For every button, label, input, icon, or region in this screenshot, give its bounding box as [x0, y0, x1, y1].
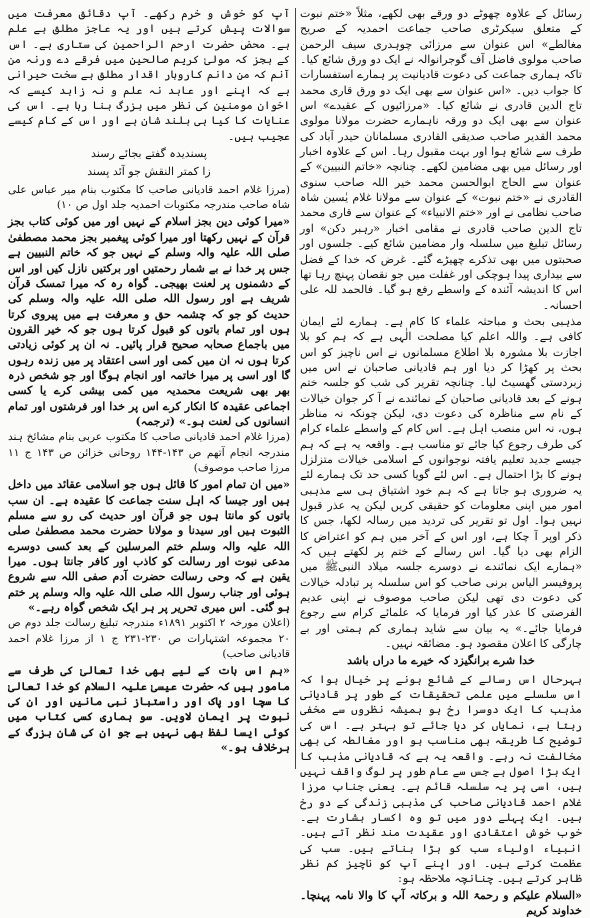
- quote: «ہم اس بات کے لیے بھی خدا تعالیٰ کی طرف سے مامور ہیں کہ حضرت عیسیٰ علیہ السلام کو خدا تعالیٰ کا سچا اور پاک اور راستباز نبی مانیں اور ان کی نبوت پر ایمان لاویں۔ سو ہماری کسی کتاب میں کوئی ایسا لفظ بھی نہیں ہے جو ان کی شان بزرگ کے برخلاف ہو۔»: [8, 664, 290, 755]
- quote: «میں ان تمام امور کا قائل ہوں جو اسلامی عقائد میں داخل ہیں اور جیسا کہ اہل سنت جماعت کا عقیدہ ہے۔ ان سب باتوں کو مانتا ہوں جو قرآن اور حدیث کی رو سے مسلم الثبوت ہیں اور سیدنا و مولانا حضرت محمد مصطفیٰ صلی اللہ علیہ والہ وسلم ختم المرسلین کے بعد کسی دوسرے مدعی نبوت اور رسالت کو کاذب اور کافر جانتا ہوں۔ میرا یقین ہے کہ وحی رسالت حضرت آدم صفی اللہ سے شروع ہوئی اور جناب رسول اللہ صلی اللہ علیہ والہ وسلم پر ختم ہو گئی۔ اس میری تحریر پر ہر ایک شخص گواہ رہے۔»: [8, 478, 290, 615]
- paragraph: مذہبی بحث و مباحثہ علماء کا کام ہے۔ ہمارے لئے ایمان کافی ہے۔ واللہ اعلم کیا مصلحت الٰہی ہے کہ ہم کو بلا اجازت بلا مشورہ بلا اطلاع مسلمانوں نے اس ناچیز کو اس بحث پر کھڑا کر دیا اور ہم قادیانی صاحبان نے اس میں زبردستی گھسیٹ لیا۔ چنانچہ تقریر کی شب کو جلسہ ختم ہونے کے بعد قادیانی صاحبان کے نمائندے نے آ کر جوان خیالات کے نام سے مناظرہ کی دعوت دی، لیکن چونکہ نہ مناظر ہوں، نہ اس منصب اہل ہے۔ اس کام کے واسطے علماء کرام کی طرف رجوع کیا جائے تو مناسب ہے۔ واقعہ یہ ہے کہ ہم جیسے جدید تعلیم یافتہ نوجوانوں کے اسلامی خیالات متزلزل ہونے کا بڑا احتمال ہے۔ اس لئے گویا کسی حد تک ہمارے لئے یہ ضروری ہو جاتا ہے کہ ہم خود اشتیاق ہی سے مذہبی امور میں اپنی معلومات کو حقیقی کریں لیکن یہ عذر قبول نہیں ہوا۔ اول تو تقریر کی تردید میں رسالہ لکھا، جس کا ذکر اوپر آ چکا ہے، اور اس کے آخر میں ہم کو اعتراض کا الزام بھی دیا گیا۔ اس رسالے کے ختم پر لکھتے ہیں کہ «ہمارے ایک نمائندے نے دوسرے جلسہ میلاد النبیﷺ میں پروفیسر الیاس برنی صاحب کو اس سلسلہ پر تبادلہ خیالات کی دعوت دی تھی لیکن صاحب موصوف نے اپنی عدیم الفرصتی کا عذر کیا اور فرمایا کہ علمائے کرام سے رجوع فرمایا جائے۔» یہ بیان سے شاید ہماری کم ہمتی اور بے چارگی کا اعلان مقصود ہو۔ مضائقہ نہیں۔: [300, 314, 582, 651]
- left-column: [8, 6, 290, 771]
- column-divider: [295, 8, 296, 769]
- paragraph: بہرحال اس رسالے کے شائع ہونے پر خیال ہوا کہ اس سلسلے میں علمی تحقیقات کے طور پر قادیانی مذہب کا ایک دوسرا رخ ہو ہمیشہ نظروں سے مخفی رہتا ہے، نمایاں کر دیا جائے تو بہتر ہے۔ اس کی توضیح کا طریقہ بھی مناسب ہو اور مغالطہ کی بھی مخالفت نہ رہے۔ واقعہ یہ ہے کہ قادیانی مذہب کا ایک بڑا اصول ہے جس سے عام طور پر لوگ واقف نہیں ہیں، اسی پر یہ سلسلہ قائم ہے۔ یعنی جناب مرزا غلام احمد قادیانی صاحب کی مذہبی زندگی کے دو رخ ہیں۔ ایک پہلے دور میں تو وہ اکسار بشارت ہے۔ خوب خوش اعتقادی اور عقیدت مند نظر آتے ہیں۔ انبیاء اولیاء سب کو بڑا بناتے ہیں۔ سب کی عظمت کرتے ہیں۔ اور اپنے آپ کو ناچیز کم نظر ظاہر کرتے ہیں۔ چنانچہ ملاحظہ ہو:: [300, 672, 582, 886]
- quote: «میرا کوئی دین بجز اسلام کے نہیں اور میں کوئی کتاب بجز قرآن کے نہیں رکھتا اور میرا کوئی پیغمبر بجز محمد مصطفیٰ صلی اللہ علیہ والہ وسلم کے نہیں جو کہ خاتم النبیین ہے جس پر خدا نے بے شمار رحمتیں اور برکتیں نازل کیں اور اس کے دشمنوں پر لعنت بھیجی۔ گواہ رہ کہ میرا تمسک قرآن شریف ہے اور رسول اللہ صلی اللہ علیہ والہ وسلم کی حدیث کو جو کہ چشمہ حق و معرفت ہے میں پیروی کرتا ہوں اور تمام باتوں کو قبول کرتا ہوں جو کہ خیر القرون میں باجماع صحابہ صحیح قرار پائیں۔ نہ ان پر کوئی زیادتی کرتا ہوں نہ ان میں کمی اور اسی اعتقاد پر میں زندہ رہوں گا اور اسی پر میرا خاتمہ اور انجام ہوگا اور جو شخص ذرہ بھر بھی شریعت محمدیہ میں کمی بیشی کرے یا کسی اجماعی عقیدہ کا انکار کرے اس پر خدا اور فرشتوں اور تمام انسانوں کی لعنت ہو۔» (ترجمہ): [8, 215, 290, 428]
- quote-start: «السلام علیکم و رحمۃ اللہ و برکاتہ آپ کا والا نامہ پہنچا۔ خداوند کریم: [300, 888, 582, 917]
- right-column: [300, 6, 582, 917]
- couplet-line: زا کمتر النقش جو آئد پسند: [87, 165, 211, 179]
- reference: (مرزا غلام احمد قادیانی صاحب کا مکتوب عربی بنام مشائخ ہند مندرجہ انجام آتھم ص ۱۴۳-۱۴۴ روحانی خزائن ص ۱۴۳ ج ۱۱ مرزا صاحب موصوف): [8, 431, 290, 474]
- paragraph: آپ کو خوش و خرم رکھے۔ آپ دقائق معرفت میں سوالات پیش کرتے ہیں اور یہ عاجز مطلق بے علم ہے۔ محض حضرت ارحم الراحمین کی ستاری ہے۔ اس کے بجز کہ مولیٰ کریم صالحین میں فرقے دے ورنہ من آنم کہ من دانم کاروبار اقدار مطلق ہے سخت حیرانی ہے کہ اپنے اور عابد نہ علم و نہ زاہد کیسے کہ اخوان مومنین کی نظر میں بزرگ بنا رہا ہے۔ اس کی عنایات کا کیا ہی بلند شان ہے اور اس کے کام کیسے عجیب ہیں۔: [8, 7, 290, 143]
- reference: (اعلان مورخہ ۲ اکتوبر ۱۸۹۱ء مندرجہ تبلیغ رسالت جلد دوم ص ۲۰ مجموعہ اشتہارات ص ۲۳۰-۲۳۱ ج ۱ از مرزا غلام احمد قادیانی صاحب): [8, 617, 290, 661]
- section-heading: خدا شرے برانگیزد کہ خیرے ما دراں باشد: [347, 654, 535, 668]
- paragraph: رسائل کے علاوہ چھوٹے دو ورقے بھی لکھے، مثلاً «ختم نبوت کے متعلق سیکرٹری صاحب جماعت احمدیہ کے صریح مغالطے» اس عنوان سے مرزائی چوہدری سیف الرحمن صاحب مولوی فاضل آف گوجرانوالہ نے ایک دو ورق شائع کیا۔ تاکہ ہماری جماعت کی دعوت قادیانیت پر ہمارے استفسارات کا جواب دیں۔ «اس عنوان سے بھی ایک دو ورق قاری محمد تاج الدین قادری نے شائع کیا۔ «مرزائیوں کے عقیدے» اس عنوان سے بھی ایک دو ورقہ ناہمارے حضرت مولانا مولوی محمد القدیر صاحب صدیقی القادری مسلمانان حیدر آباد کی طرف سے شائع ہوا اور بہت مقبول رہا۔ اس کے علاوہ اخبار اور رسائل میں بھی مضامین لکھے۔ چنانچہ «خاتم النبیین» کے عنوان سے الحاج ابوالحسن محمد خیر اللہ صاحب سنوی القادری نے «ختم نبوت» کے عنوان سے مولانا غلام یٰسین شاہ صاحب نظامی نے اور «ختم الانبیاء» کے عنوان سے قاری محمد تاج الدین صاحب قادری نے مقامی اخبار «رہبر دکن» اور رسائل تبلیغ میں سلسلہ وار مضامین شائع کیے۔ جلسوں اور صحبتوں میں بھی تذکرے چھیڑے گئے۔ غرض کہ خدا کے فضل سے بیداری پیدا ہوچکی اور غفلت میں جو نقصان پہنچ رہا تھا اس کا اندیشہ آئندہ کے واسطے رفع ہو گیا۔ فالحمد للہ علی احسانہ۔: [300, 7, 582, 312]
- couplet-line: پسندیدہ گفتے بجائے رسند: [91, 147, 207, 161]
- reference: (مرزا غلام احمد قادیانی صاحب کا مکتوب بنام میر عباس علی شاہ صاحب مندرجہ مکتوبات احمدیہ جلد اول ص ۱۰): [8, 183, 290, 212]
